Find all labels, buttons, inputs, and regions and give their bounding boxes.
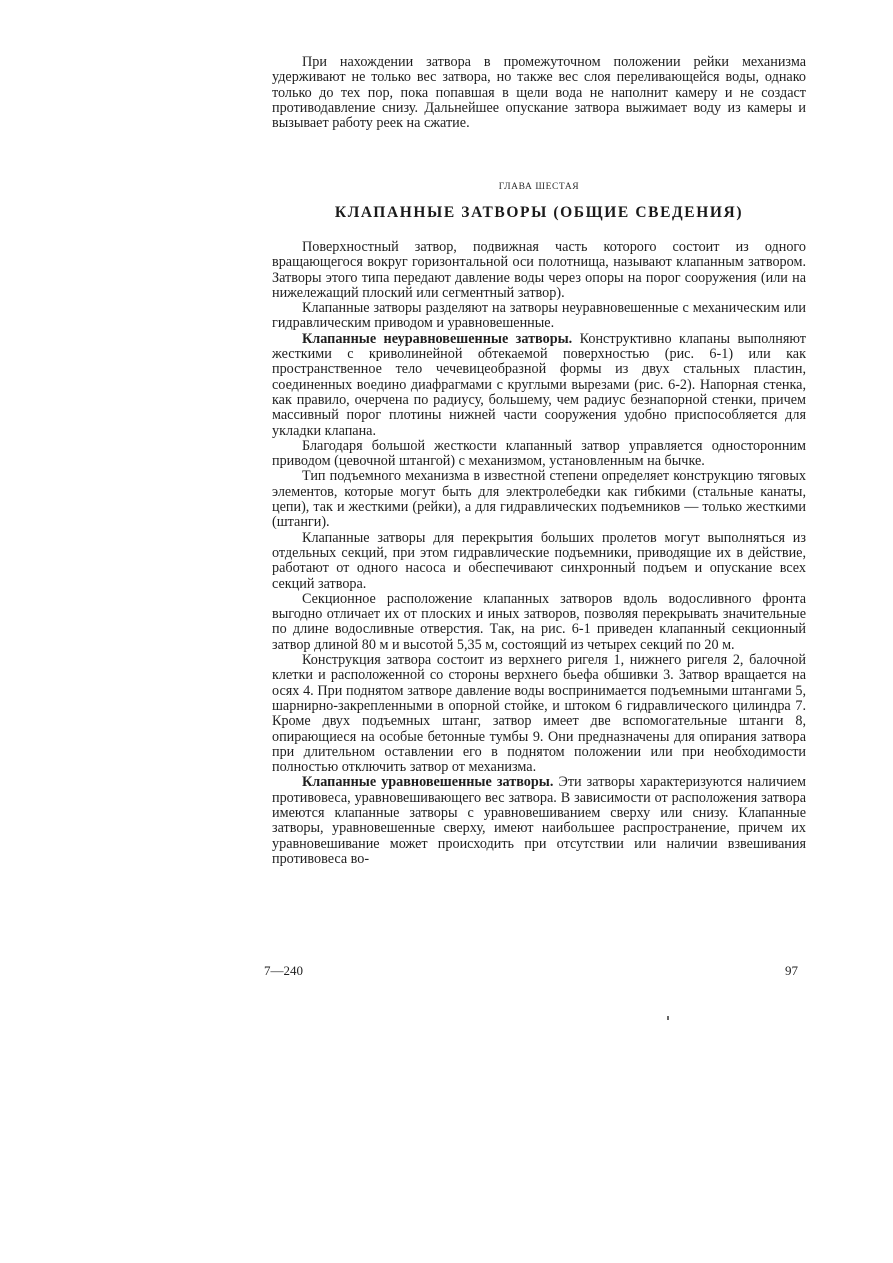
body-paragraph: Благодаря большой жесткости клапанный затвор управляется односторонним приводом (цевочной штангой) с механизмом, установленным на бычке.: [272, 437, 806, 470]
body-paragraph: Поверхностный затвор, подвижная часть которого состоит из одного вращающегося вокруг горизонтальной оси полотнища, называют клапанным затвором. Затворы этого типа передают давление воды через опоры на порог сооружения (или на нижележащий плоский или сегментный затвор).: [272, 239, 806, 301]
body-paragraph: Тип подъемного механизма в известной степени определяет конструкцию тяговых элементов, которые могут быть для электролебедки как гибкими (стальные канаты, цепи), так и жесткими (рейки), а для гидравлических подъемников — только жесткими (штанги).: [272, 468, 806, 531]
continuation-paragraph-block: [272, 55, 806, 131]
chapter-label: ГЛАВА ШЕСТАЯ: [498, 182, 580, 192]
body-paragraph: Секционное расположение клапанных затворов вдоль водосливного фронта выгодно отличает их от плоских и иных затворов, позволяя перекрывать значительные по длине водосливные отверстия. Так, на рис. 6-1 приведен клапанный секционный затвор длиной 80 м и высотой 5,35 м, состоящий из четырех секций по 20 м.: [272, 590, 806, 653]
section-heading: Клапанные неуравновешенные затворы.: [302, 330, 573, 347]
scan-speck: [667, 1016, 669, 1020]
body-paragraph: Клапанные уравновешенные затворы. Эти затворы характеризуются наличием противовеса, уравновешивающего вес затвора. В зависимости от расположения затвора имеются клапанные затворы с уравновешиванием сверху или снизу. Клапанные затворы, уравновешенные сверху, имеют наибольшее распространение, причем их уравновешивание может происходить при отсутствии или наличии взвешивания противовеса во-: [272, 774, 806, 867]
chapter-title: КЛАПАННЫЕ ЗАТВОРЫ (ОБЩИЕ СВЕДЕНИЯ): [334, 204, 744, 221]
body-paragraph: Клапанные затворы для перекрытия больших пролетов могут выполняться из отдельных секций, при этом гидравлические подъемники, приводящие их в действие, работают от одного насоса и обеспечивают синхронный подъем и опускание всех секций затвора.: [272, 529, 806, 592]
continuation-paragraph: При нахождении затвора в промежуточном положении рейки механизма удерживают не только вес затвора, но также вес слоя переливающейся воды, однако только до тех пор, пока попавшая в щели вода не наполнит камеру и не создаст противодавление снизу. Дальнейшее опускание затвора выжимает воду из камеры и вызывает работу реек на сжатие.: [272, 54, 806, 132]
page-number: 97: [785, 963, 798, 978]
body-paragraph: Клапанные неуравновешенные затворы. Конструктивно клапаны выполняют жесткими с криволинейной обтекаемой поверхностью (рис. 6-1) или как пространственное тело чечевицеобразной формы из двух стальных пластин, соединенных воедино диафрагмами с круглыми вырезами (рис. 6-2). Напорная стенка, как правило, очерчена по радиусу, большему, чем радиус безнапорной стенки, причем массивный порог плотины нижней части сооружения удобно приспособляется для укладки клапана.: [272, 330, 806, 439]
section-heading: Клапанные уравновешенные затворы.: [302, 774, 554, 791]
chapter-body: [272, 240, 806, 867]
printer-signature: 7—240: [264, 963, 303, 978]
body-paragraph: Конструкция затвора состоит из верхнего ригеля 1, нижнего ригеля 2, балочной клетки и расположенной со стороны верхнего бьефа обшивки 3. Затвор вращается на осях 4. При поднятом затворе давление воды воспринимается подъемными штангами 5, шарнирно-закрепленными в опорной стойке, и штоком 6 гидравлического цилиндра 7. Кроме двух подъемных штанг, затвор имеет две вспомогательные штанги 8, опирающиеся на особые бетонные тумбы 9. Они предназначены для опирания затвора при длительном оставлении его в поднятом положении или при необходимости полностью отключить затвор от механизма.: [272, 652, 806, 776]
body-paragraph: Клапанные затворы разделяют на затворы неуравновешенные с механическим или гидравлическим приводом и уравновешенные.: [272, 300, 806, 332]
